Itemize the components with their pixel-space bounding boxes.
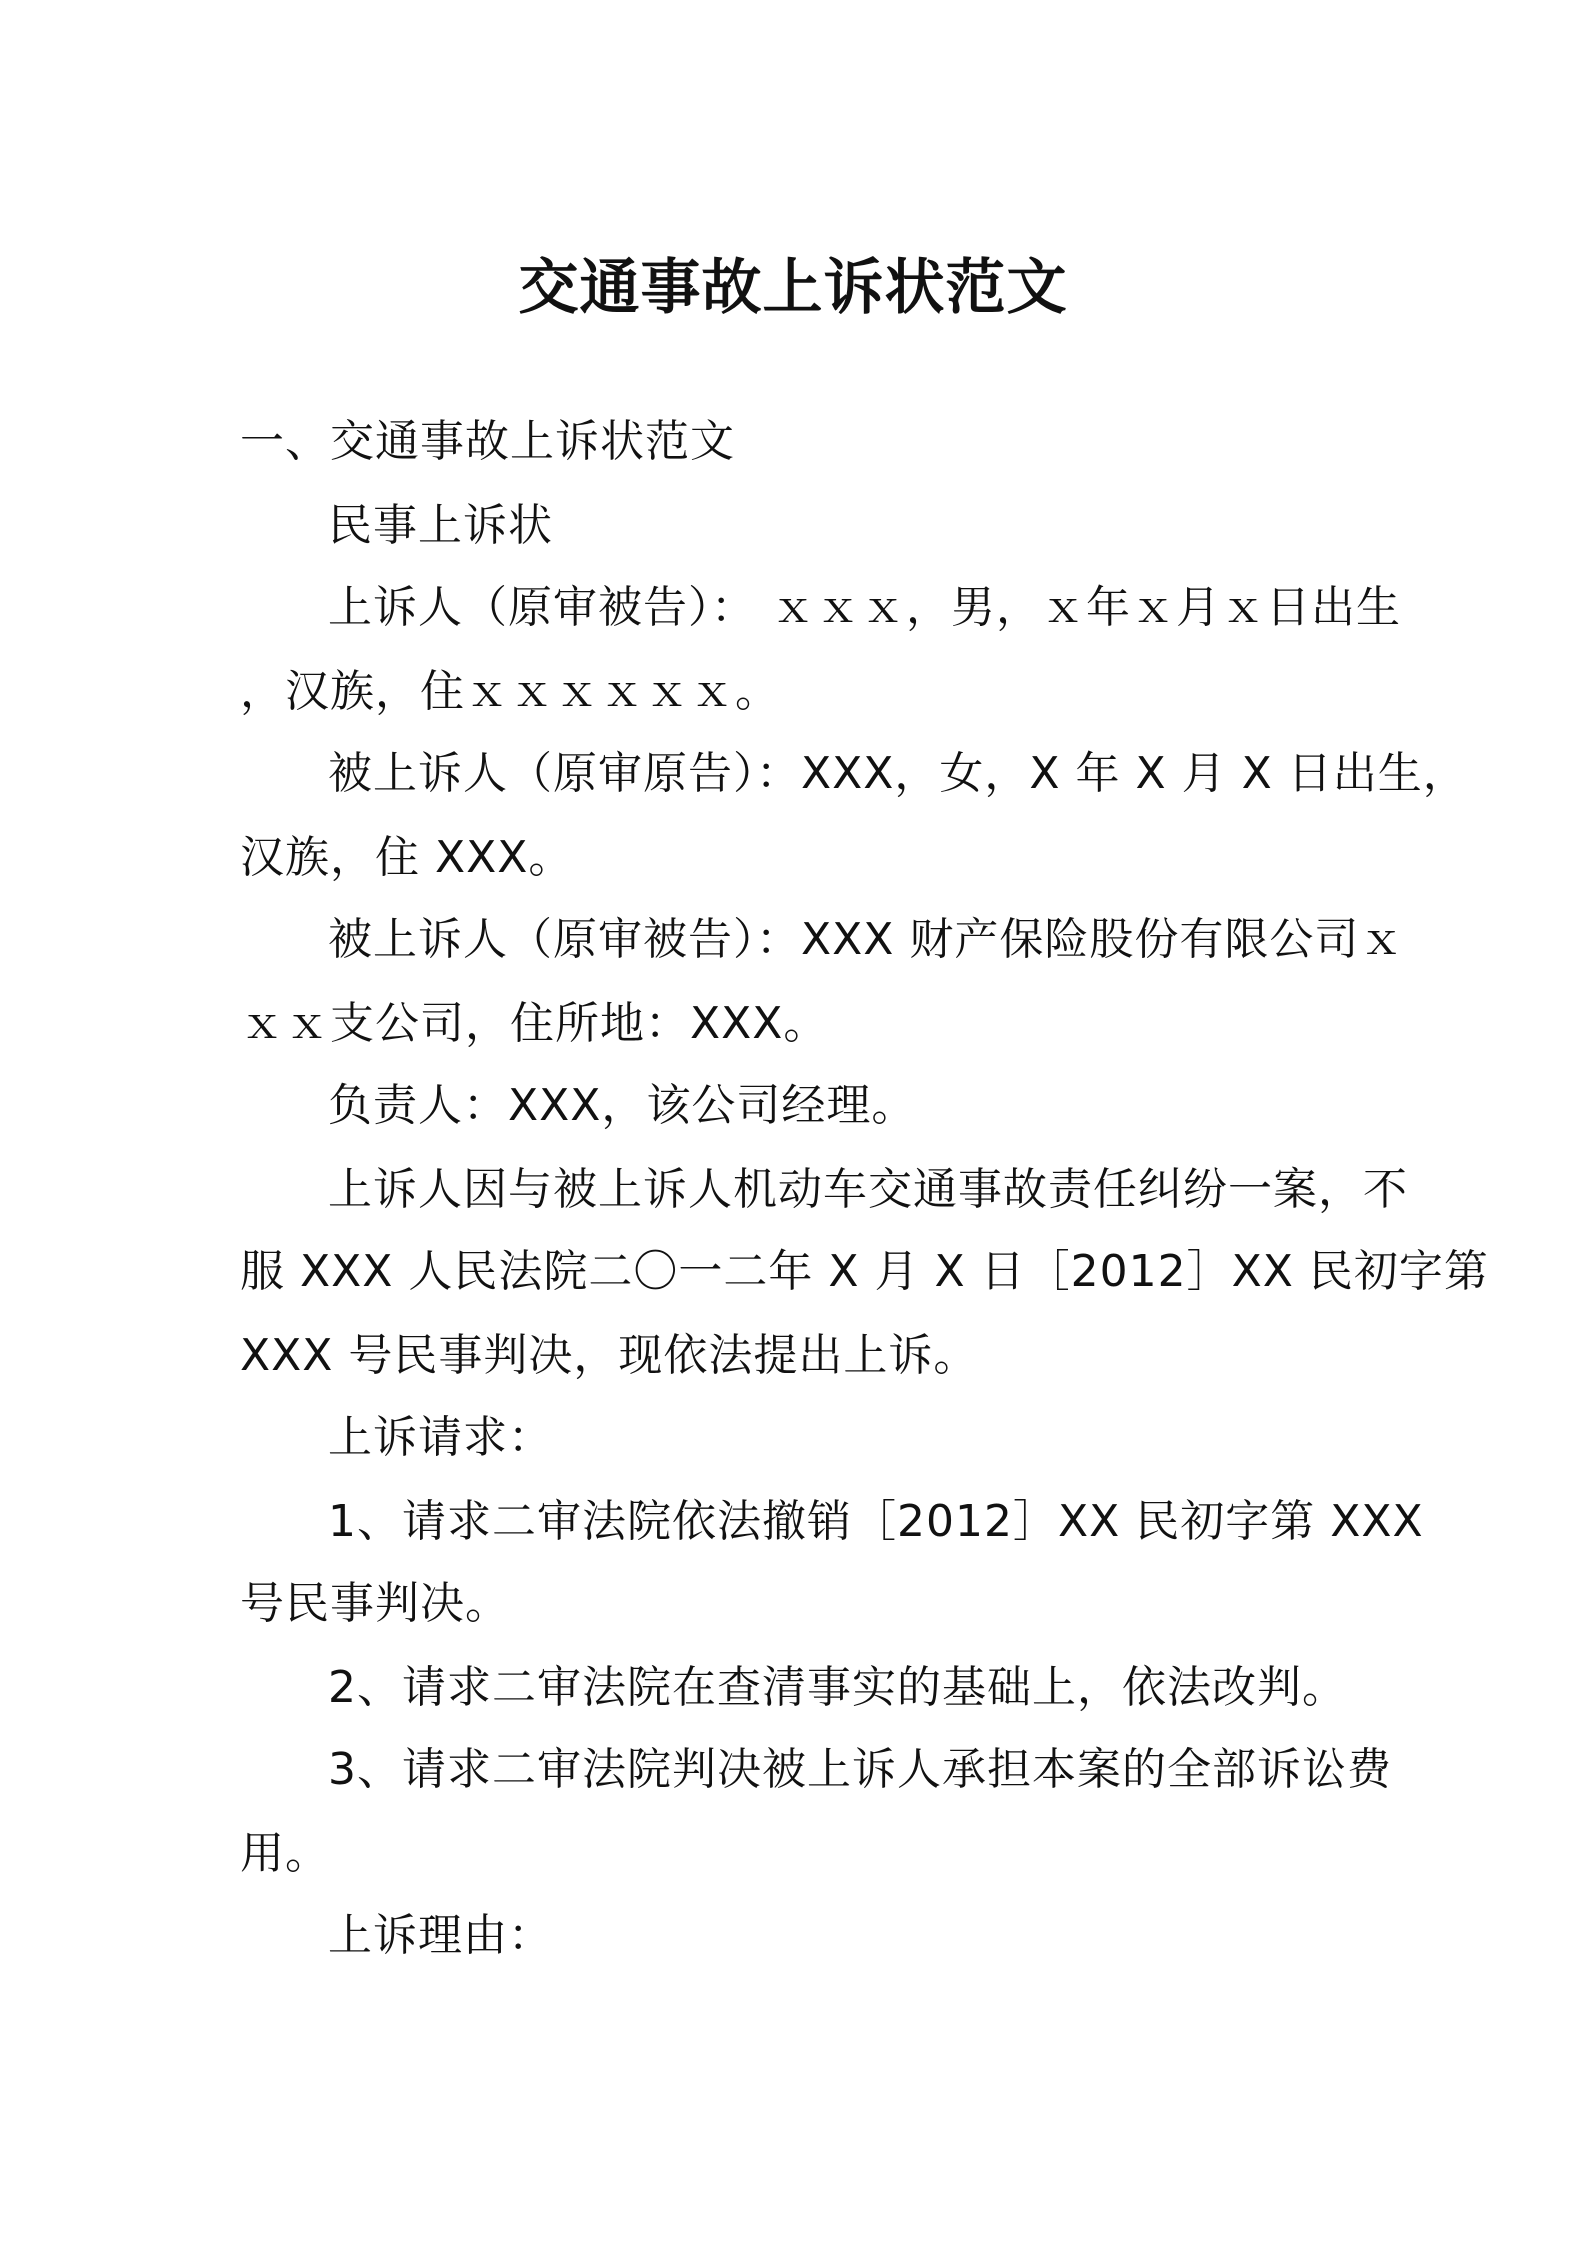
document-title: 交通事故上诉状范文 bbox=[518, 253, 1068, 323]
appellant-line-2: ，汉族，住ｘｘｘｘｘｘ。 bbox=[240, 666, 780, 717]
section-heading: 一、交通事故上诉状范文 bbox=[240, 416, 735, 467]
appellant-line-1: 上诉人（原审被告）： ｘｘｘ，男，ｘ年ｘ月ｘ日出生 bbox=[328, 582, 1401, 633]
appellee-2-line-2: ｘｘ支公司，住所地：XXX。 bbox=[240, 998, 829, 1049]
appeal-reasons-heading: 上诉理由： bbox=[328, 1910, 553, 1961]
request-2-line: 2、请求二审法院在查清事实的基础上，依法改判。 bbox=[328, 1662, 1347, 1713]
appeal-intro-line-1: 上诉人因与被上诉人机动车交通事故责任纠纷一案，不 bbox=[328, 1164, 1408, 1215]
appeal-intro-line-3: XXX 号民事判决，现依法提出上诉。 bbox=[240, 1330, 979, 1381]
appeal-intro-line-2: 服 XXX 人民法院二〇一二年 X 月 X 日［2012］XX 民初字第 bbox=[240, 1246, 1489, 1297]
request-3-line-2: 用。 bbox=[240, 1828, 330, 1879]
appellee-1-line-2: 汉族，住 XXX。 bbox=[240, 832, 574, 883]
request-3-line-1: 3、请求二审法院判决被上诉人承担本案的全部诉讼费 bbox=[328, 1744, 1392, 1795]
request-1-line-2: 号民事判决。 bbox=[240, 1578, 510, 1629]
appellee-1-line-1: 被上诉人（原审原告）：XXX，女，X 年 X 月 X 日出生， bbox=[328, 748, 1468, 799]
responsible-person-line: 负责人：XXX，该公司经理。 bbox=[328, 1080, 917, 1131]
request-1-line-1: 1、请求二审法院依法撤销［2012］XX 民初字第 XXX bbox=[328, 1496, 1424, 1547]
appellee-2-line-1: 被上诉人（原审被告）：XXX 财产保险股份有限公司ｘ bbox=[328, 914, 1405, 965]
appeal-requests-heading: 上诉请求： bbox=[328, 1412, 553, 1463]
document-type-heading: 民事上诉状 bbox=[328, 500, 553, 551]
